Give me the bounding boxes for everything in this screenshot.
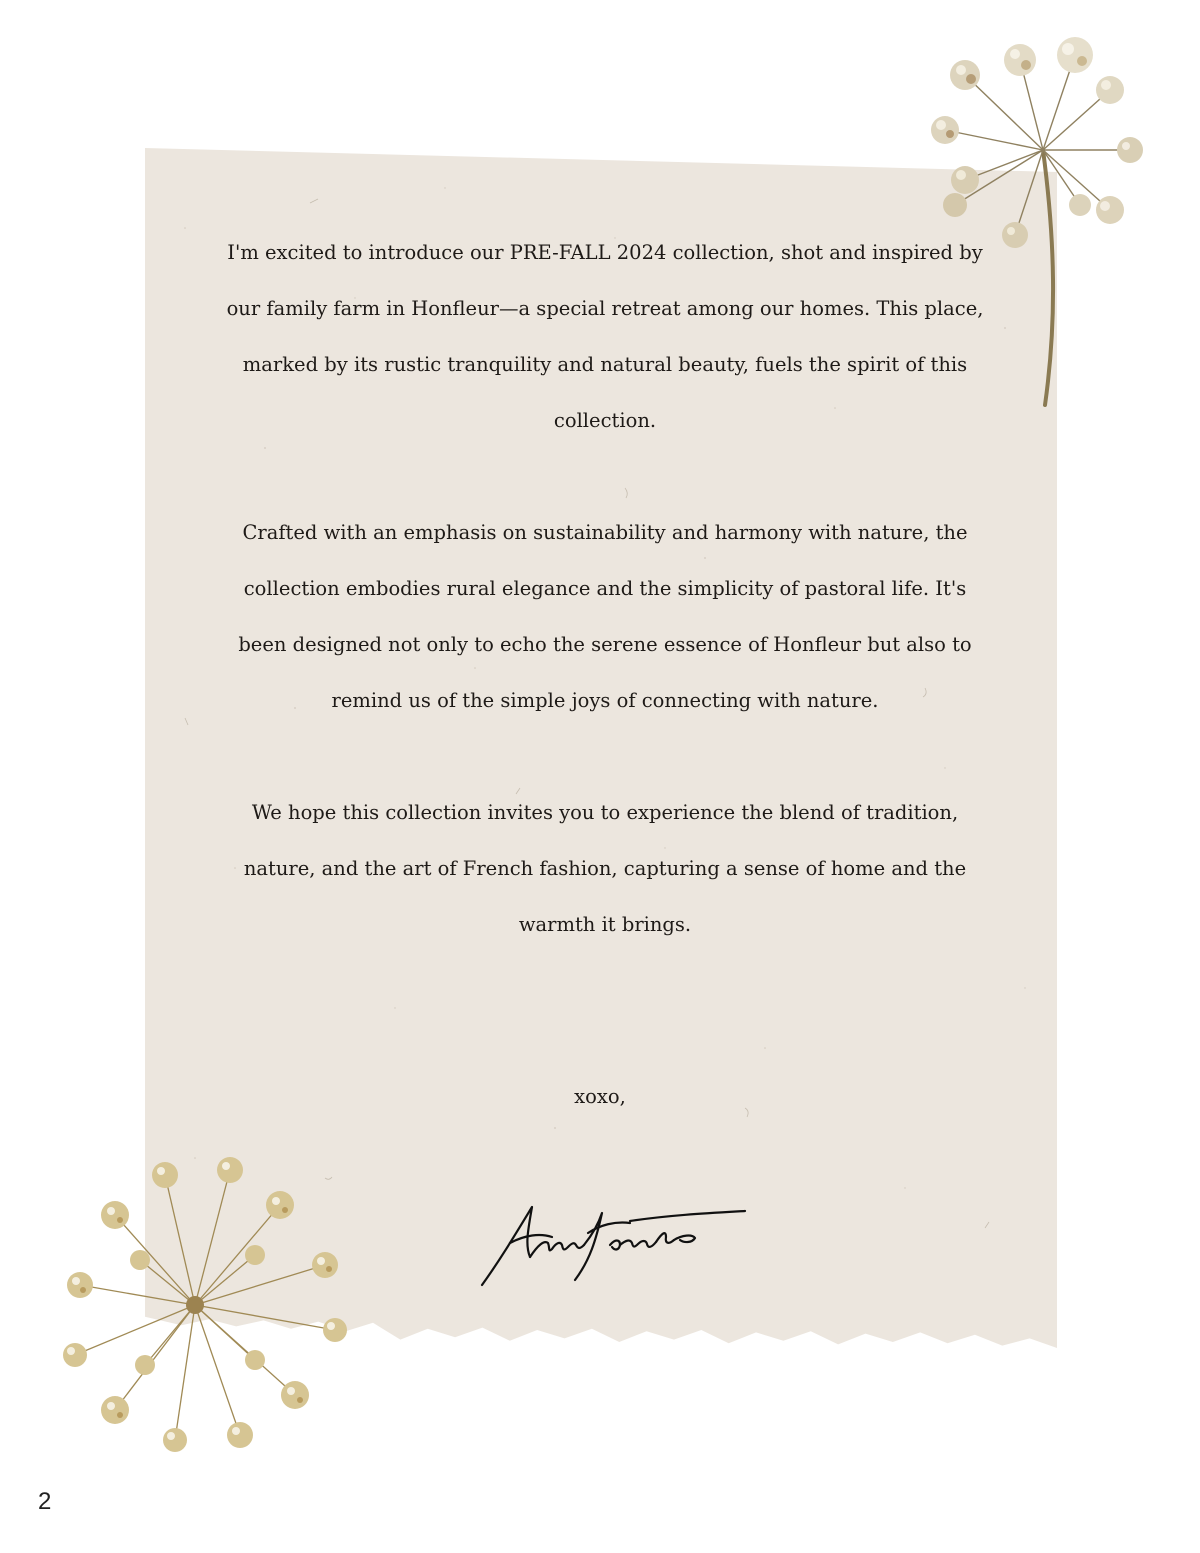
letter-closing: xoxo, [574, 1085, 626, 1108]
letter-paragraph-1: I'm excited to introduce our PRE-FALL 2024 collection, shot and inspired by our family farm in Honfleur—a special retreat among our homes. This place, marked by its rustic tranquility and natural beauty, fuels the spirit of this collection. [226, 241, 984, 432]
signature [470, 1185, 760, 1295]
letter-paragraph-3: We hope this collection invites you to experience the blend of tradition, nature, and the art of French fashion, capturing a sense of home and the warmth it brings. [243, 801, 967, 936]
letter-paragraph-2: Crafted with an emphasis on sustainability and harmony with nature, the collection embodies rural elegance and the simplicity of pastoral life. It's been designed not only to echo the serene essence of Honfleur but also to remind us of the simple joys of connecting with nature. [238, 521, 972, 712]
dried-flower-bottom-left [55, 1145, 355, 1455]
letter-body [225, 225, 985, 953]
page-number: 2 [38, 1488, 52, 1515]
